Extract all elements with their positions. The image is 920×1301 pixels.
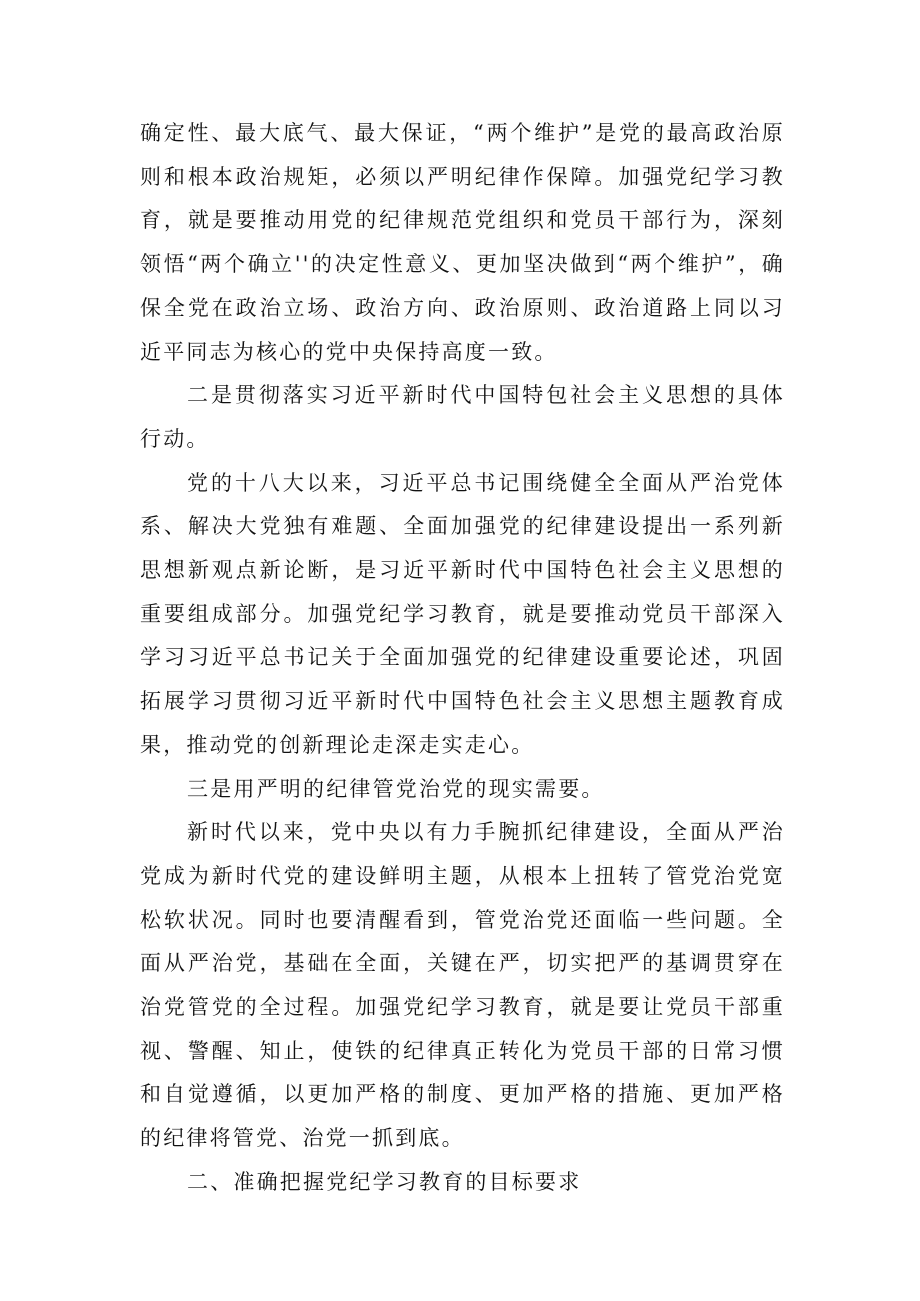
chapter-heading-2: 二、准确把握党纪学习教育的目标要求	[187, 1169, 582, 1194]
section-heading-2: 二是贯彻落实习近平新时代中国特包社会主义思想的具体行动。	[140, 383, 785, 451]
document-body	[140, 112, 785, 1205]
section-heading-3: 三是用严明的纪律管党治党的现实需要。	[187, 776, 605, 801]
paragraph-3: 新时代以来，党中央以有力手腕抓纪律建设，全面从严治党成为新时代党的建设鲜明主题，从根本上扭转了管党治党宽松软状况。同时也要清醒看到，管党治党还面临一些问题。全面从严治党，基础在全面，关键在严，切实把严的基调贯穿在治党管党的全过程。加强党纪学习教育，就是要让党员干部重视、警醒、知止，使铁的纪律真正转化为党员干部的日常习惯和自觉遵循，以更加严格的制度、更加严格的措施、更加严格的纪律将管党、治党一抓到底。	[140, 820, 785, 1151]
paragraph-continuation: 确定性、最大底气、最大保证，“两个维护”是党的最高政治原则和根本政治规矩，必须以严明纪律作保障。加强党纪学习教育，就是要推动用党的纪律规范党组织和党员干部行为，深刻领悟“两个确立''的决定性意义、更加坚决做到“两个维护”，确保全党在政治立场、政治方向、政治原则、政治道路上同以习近平同志为核心的党中央保持高度一致。	[140, 121, 785, 364]
paragraph-2: 党的十八大以来，习近平总书记围绕健全全面从严治党体系、解决大党独有难题、全面加强党的纪律建设提出一系列新思想新观点新论断，是习近平新时代中国特色社会主义思想的重要组成部分。加强党纪学习教育，就是要推动党员干部深入学习习近平总书记关于全面加强党的纪律建设重要论述，巩固拓展学习贯彻习近平新时代中国特色社会主义思想主题教育成果，推动党的创新理论走深走实走心。	[140, 470, 785, 757]
